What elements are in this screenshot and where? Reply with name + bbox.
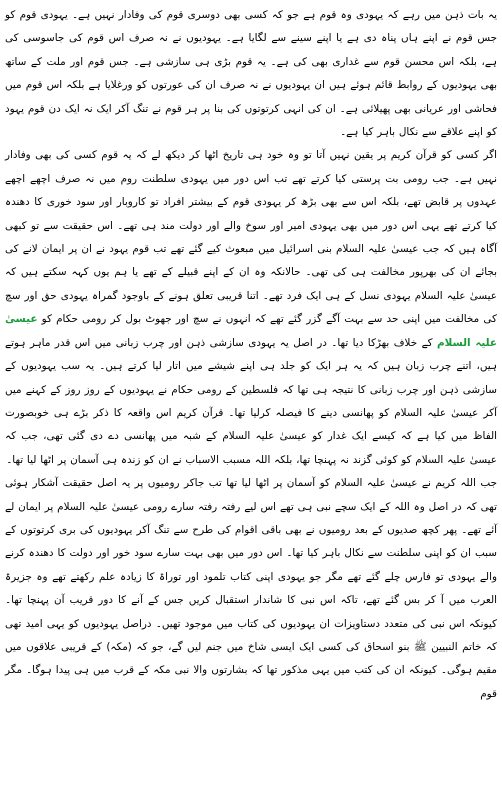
paragraph-2-text-start: اگر کسی کو قرآن کریم پر یقین نہیں آتا تو وہ خود ہی تاریخ اٹھا کر دیکھ لے کہ یہ قوم کسی کی بھی وفادار نہیں ہے۔ جب رومی بت پرستی کیا کرتے تھے تب اس دور میں یہودی سلطنت روم میں نہ صرف اچھے اچھے عہدوں پر قابض تھے، بلکہ اس سے بھی بڑھ کر یہودی قوم کے بیشتر افراد تو کاروبار اور سود خوری کا دھندہ کیا کرتے تھے یہی اس دور میں بھی یہودی امیر اور سوخ والے اور دولت مند ہی تھے۔ اس حقیقت سے تو کبھی آگاہ ہیں کہ جب عیسیٰ علیہ السلام بنی اسرائیل میں مبعوث کیے گئے تھے تب قوم یہود نے ان پر ایمان لانے کی بجائے ان کی بھرپور مخالفت ہی کی تھی۔ حالانکہ وہ ان کے اپنے قبیلے کے تھے یا ہم یوں کہہ سکتے ہیں کہ عیسیٰ علیہ السلام یہودی نسل کے ہی ایک فرد تھے۔ اتنا قریبی تعلق ہونے کے باوجود گمراہ یہودی حق اور سچ کی مخالفت میں اپنی حد سے بہت آگے گزر گئے تھے کہ انہوں نے سچ اور جھوٹ بول کر رومی حکام کو xyxy=(5,149,497,326)
paragraph-1-text: یہ بات ذہن میں رہے کہ یہودی وہ قوم ہے جو کہ کسی بھی دوسری قوم کی وفادار نہیں ہے۔ یہودی قوم کو جس قوم نے اپنے ہاں پناہ دی ہے یا اپنے سینے سے لگایا ہے۔ یہودیوں نے نہ صرف اس قوم کی جاسوسی کی ہے، بلکہ اس محسن قوم سے غداری بھی کی ہے۔ یہ قوم بڑی ہی سازشی ہے۔ جس قوم اور ملت کے ساتھ بھی یہودیوں کے روابط قائم ہوئے ہیں ان یہودیوں نے نہ صرف ان کی عورتوں کو ورغلایا ہے بلکہ اس قوم میں فحاشی اور عریانی بھی پھیلائی ہے۔ ان کی انہی کرتوتوں کی بنا پر ہر قوم نے تنگ آکر ایک نہ ایک دن قوم یہود کو اپنے علاقے سے نکال باہر کیا ہے۔ xyxy=(5,9,497,139)
paragraph-2 xyxy=(5,144,497,472)
paragraph-3 xyxy=(5,472,497,706)
paragraph-2-text-end: کے خلاف بھڑکا دیا تھا۔ در اصل یہ یہودی سازشی ذہن اور چرب زبانی میں اس قدر ماہر ہوتے ہیں، اتنے چرب زبان ہیں کہ یہ ہر ایک کو جلد ہی اپنے شیشے میں اتار لیا کرتے ہیں۔ یہ سب یہودیوں کے سازشی ذہن اور چرب زبانی کا نتیجہ ہی تھا کہ فلسطین کے رومی حکام نے یہودیوں کے روز روز کے کہنے میں آکر عیسیٰ علیہ السلام کو پھانسی دینے کا فیصلہ کرلیا تھا۔ قرآن کریم اس واقعہ کا ذکر بڑے ہی خوبصورت الفاظ میں کیا ہے کہ کیسے ایک غدار کو عیسیٰ علیہ السلام کے شبہ میں پھانسی دے دی گئی تھی، جب کہ عیسیٰ علیہ السلام کو کوئی گزند نہ پہنچا تھا، بلکہ اللہ مسبب الاسباب نے ان کو زندہ ہی آسمان پر اٹھا لیا تھا۔ xyxy=(5,336,497,466)
paragraph-1 xyxy=(5,4,497,144)
highlighted-name: عیسیٰ علیہ السلام xyxy=(5,313,498,349)
paragraph-3-text: جب اللہ کریم نے عیسیٰ علیہ السلام کو آسمان پر اٹھا لیا تھا تب جاکر رومیوں پر یہ اصل حقیقت آشکار ہوئی تھی کہ در اصل وہ اللہ کے ایک سچے نبی ہی تھے اس لیے رفتہ رفتہ سارے رومی عیسیٰ علیہ السلام پر ایمان لے آئے تھے۔ پھر کچھ صدیوں کے بعد رومیوں نے بھی باقی اقوام کی طرح سے تنگ آکر یہودیوں کی بری کرتوتوں کے سبب ان کو اپنی سلطنت سے نکال باہر کیا تھا۔ اس دور میں بھی بہت سارے سود خور اور دولت کا دھندہ کرنے والے یہودی تو فارس چلے گئے تھے مگر جو یہودی اپنی کتاب تلمود اور توراۃ کا زیادہ علم رکھتے تھے وہ جزیرۃ العرب میں آ کر بس گئے تھے، تاکہ اس نبی کا شاندار استقبال کریں جس کے آنے کا دور قریب آن پہنچا تھا۔ کیونکہ اس نبی کی متعدد دستاویزات ان یہودیوں کی کتاب میں موجود تھیں۔ دراصل یہودیوں کو یہی امید تھی کہ خاتم النبیین ﷺ بنو اسحاق کی کسی ایک ایسی شاخ میں جنم لیں گے، جو کہ (مکہ) کے قریبی علاقوں میں مقیم ہوگی۔ کیونکہ ان کی کتب میں یہی مذکور تھا کہ بشارتوں والا نبی مکہ کے قرب میں ہی پیدا ہوگا۔ مگر قوم xyxy=(5,477,497,700)
